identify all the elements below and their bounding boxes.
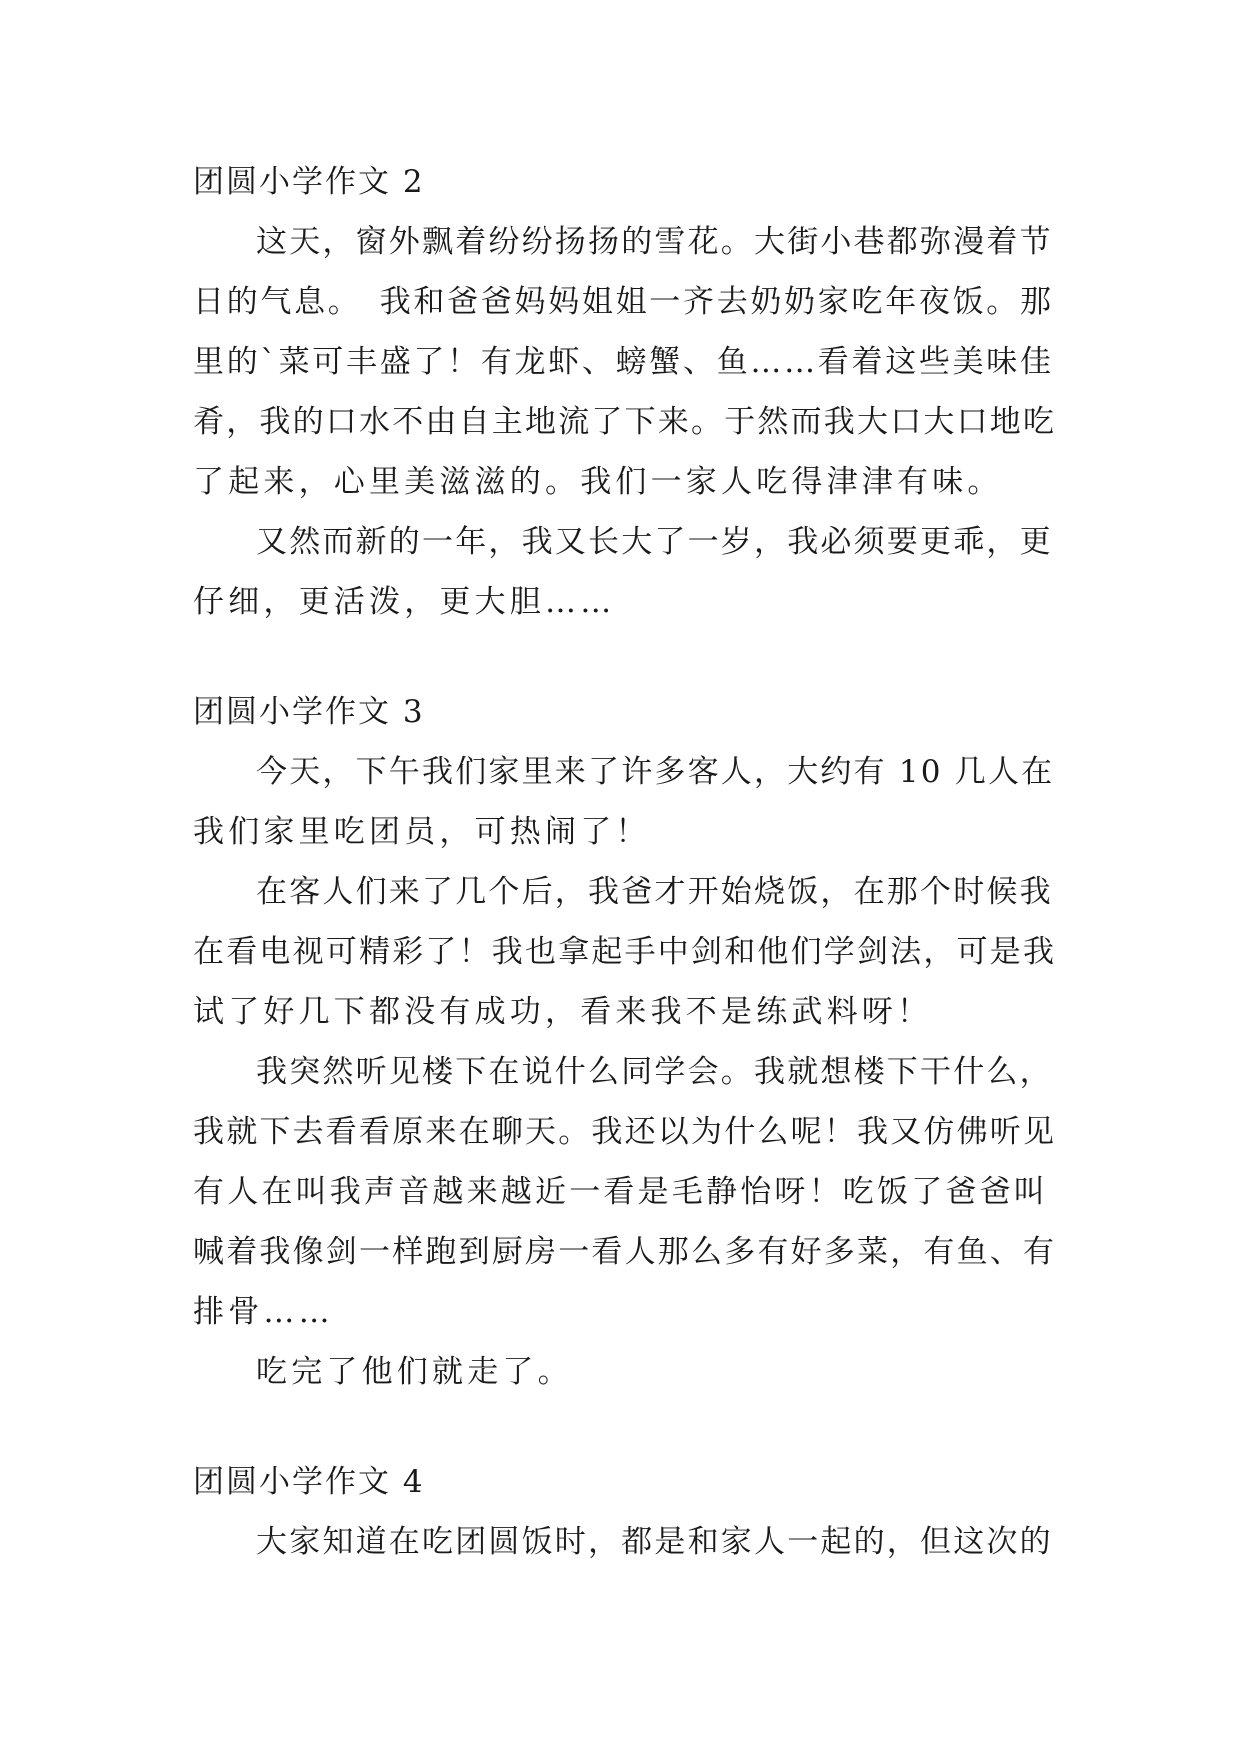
text-line: 仔细，更活泼，更大胆…… [193, 584, 616, 620]
text-line: 又然而新的一年，我又长大了一岁，我必须要更乖，更 [256, 524, 1053, 560]
text-line: 吃完了他们就走了。 [256, 1354, 573, 1390]
text-line: 里的`菜可丰盛了！有龙虾、螃蟹、鱼……看着这些美味佳 [193, 344, 1054, 380]
essay-title: 团圆小学作文 3 [193, 694, 425, 730]
text-line: 大家知道在吃团圆饭时，都是和家人一起的，但这次的 [256, 1524, 1053, 1560]
text-line: 喊着我像剑一样跑到厨房一看人那么多有好多菜，有鱼、有 [193, 1234, 1057, 1270]
text-line: 有人在叫我声音越来越近一看是毛静怡呀！吃饭了爸爸叫 [193, 1174, 1048, 1210]
text-line: 了起来，心里美滋滋的。我们一家人吃得津津有味。 [193, 464, 1003, 500]
text-line: 肴，我的口水不由自主地流了下来。于然而我大口大口地吃 [193, 404, 1057, 440]
essay-title: 团圆小学作文 2 [193, 164, 425, 200]
text-line: 日的气息。 我和爸爸妈妈姐姐一齐去奶奶家吃年夜饭。那 [193, 284, 1054, 320]
text-line: 在客人们来了几个后，我爸才开始烧饭，在那个时候我 [256, 874, 1053, 910]
text-line: 我突然听见楼下在说什么同学会。我就想楼下干什么， [256, 1054, 1053, 1090]
essay-title: 团圆小学作文 4 [193, 1464, 425, 1500]
text-line: 我们家里吃团员，可热闹了！ [193, 814, 651, 850]
text-line: 这天，窗外飘着纷纷扬扬的雪花。大街小巷都弥漫着节 [256, 224, 1053, 260]
text-line: 排骨…… [193, 1294, 334, 1330]
text-line: 在看电视可精彩了！我也拿起手中剑和他们学剑法，可是我 [193, 934, 1057, 970]
text-line: 今天，下午我们家里来了许多客人，大约有 10 几人在 [256, 754, 1055, 790]
text-line: 试了好几下都没有成功，看来我不是练武料呀！ [193, 994, 933, 1030]
text-line: 我就下去看看原来在聊天。我还以为什么呢！我又仿佛听见 [193, 1114, 1057, 1150]
